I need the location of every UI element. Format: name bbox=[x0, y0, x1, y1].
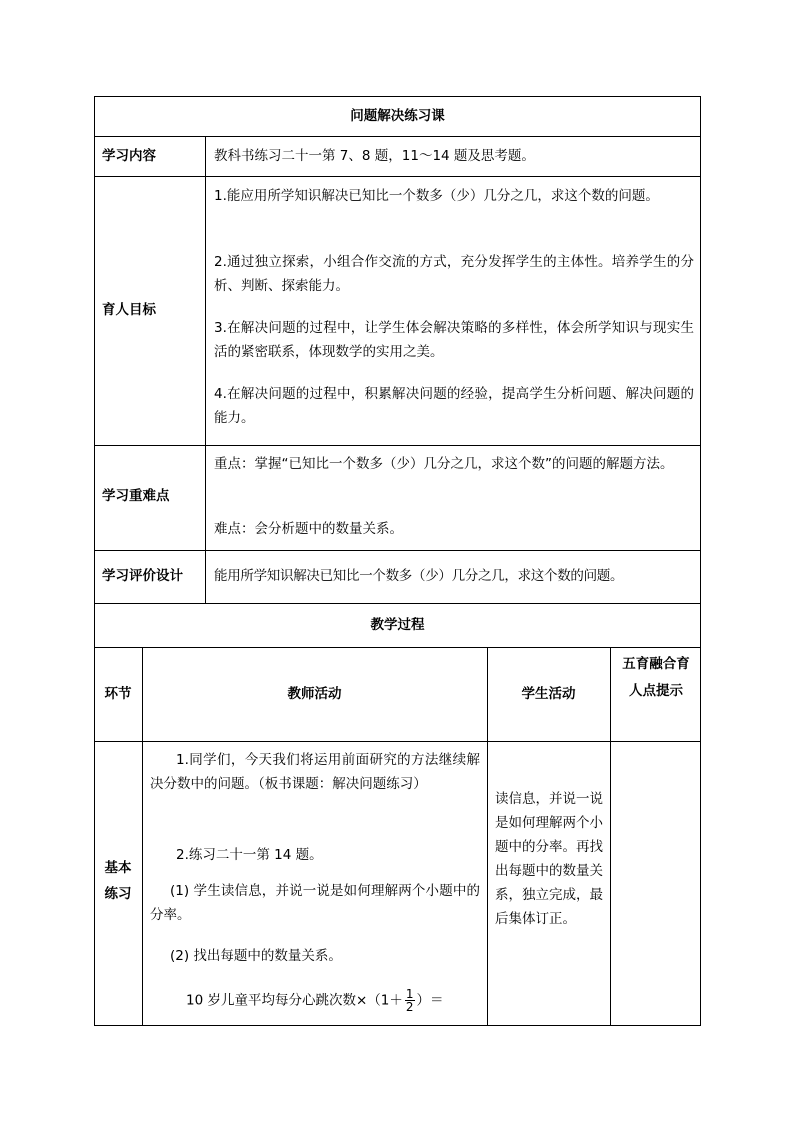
content-text: 教科书练习二十一第 7、8 题，11～14 题及思考题。 bbox=[214, 148, 535, 164]
header-stage: 环节 bbox=[104, 686, 132, 702]
formula-line bbox=[186, 988, 486, 1013]
goals-label: 育人目标 bbox=[102, 302, 156, 318]
fraction-one-half bbox=[405, 988, 415, 1013]
header-teacher-activity: 教师活动 bbox=[287, 686, 342, 702]
row-divider bbox=[94, 550, 701, 551]
teacher-paragraph: (2) 找出每题中的数量关系。 bbox=[170, 948, 342, 964]
key-point-text: 重点：掌握“已知比一个数多（少）几分之几，求这个数”的问题的解题方法。 bbox=[214, 456, 674, 472]
student-activity-text: 读信息，并说一说是如何理解两个小题中的分率。再找出每题中的数量关系，独立完成，最后集体订正。 bbox=[495, 791, 603, 927]
goal-item: 1.能应用所学知识解决已知比一个数多（少）几分之几，求这个数的问题。 bbox=[214, 188, 659, 204]
formula-tail: ）＝ bbox=[416, 992, 444, 1009]
formula-text: 10 岁儿童平均每分心跳次数×（1＋ bbox=[186, 992, 403, 1009]
table-border-top bbox=[94, 96, 701, 97]
keypoints-label: 学习重难点 bbox=[102, 488, 170, 504]
teacher-paragraph: 2.练习二十一第 14 题。 bbox=[176, 847, 323, 863]
row-divider bbox=[94, 603, 701, 604]
row-divider bbox=[94, 136, 701, 137]
row-divider bbox=[94, 445, 701, 446]
fraction-denominator: 2 bbox=[405, 1000, 414, 1014]
table-border-left bbox=[94, 96, 95, 1026]
teacher-paragraph: (1) 学生读信息，并说一说是如何理解两个小题中的分率。 bbox=[150, 883, 480, 923]
fraction-numerator: 1 bbox=[405, 987, 414, 1001]
evaluation-label: 学习评价设计 bbox=[102, 568, 183, 584]
teacher-paragraph: 1.同学们，今天我们将运用前面研究的方法继续解决分数中的问题。（板书课题：解决问题练习） bbox=[150, 752, 480, 792]
header-student-activity: 学生活动 bbox=[521, 686, 576, 702]
content-label: 学习内容 bbox=[102, 148, 156, 164]
goal-item: 4.在解决问题的过程中，积累解决问题的经验，提高学生分析问题、解决问题的能力。 bbox=[214, 386, 694, 426]
row-divider bbox=[94, 176, 701, 177]
goal-item: 2.通过独立探索，小组合作交流的方式，充分发挥学生的主体性。培养学生的分析、判断、探索能力。 bbox=[214, 254, 694, 294]
header-five-education-notes: 五育融合育人点提示 bbox=[622, 656, 690, 699]
label-column-divider bbox=[205, 136, 206, 604]
stage-label: 基本练习 bbox=[104, 860, 132, 902]
student-column-divider bbox=[610, 647, 611, 1026]
difficult-point-text: 难点：会分析题中的数量关系。 bbox=[214, 521, 403, 537]
table-border-right bbox=[700, 96, 701, 1026]
table-title: 问题解决练习课 bbox=[350, 108, 445, 124]
process-title: 教学过程 bbox=[370, 617, 425, 633]
goal-item: 3.在解决问题的过程中，让学生体会解决策略的多样性，体会所学知识与现实生活的紧密联系，体现数学的实用之美。 bbox=[214, 320, 694, 360]
evaluation-text: 能用所学知识解决已知比一个数多（少）几分之几，求这个数的问题。 bbox=[214, 568, 624, 584]
